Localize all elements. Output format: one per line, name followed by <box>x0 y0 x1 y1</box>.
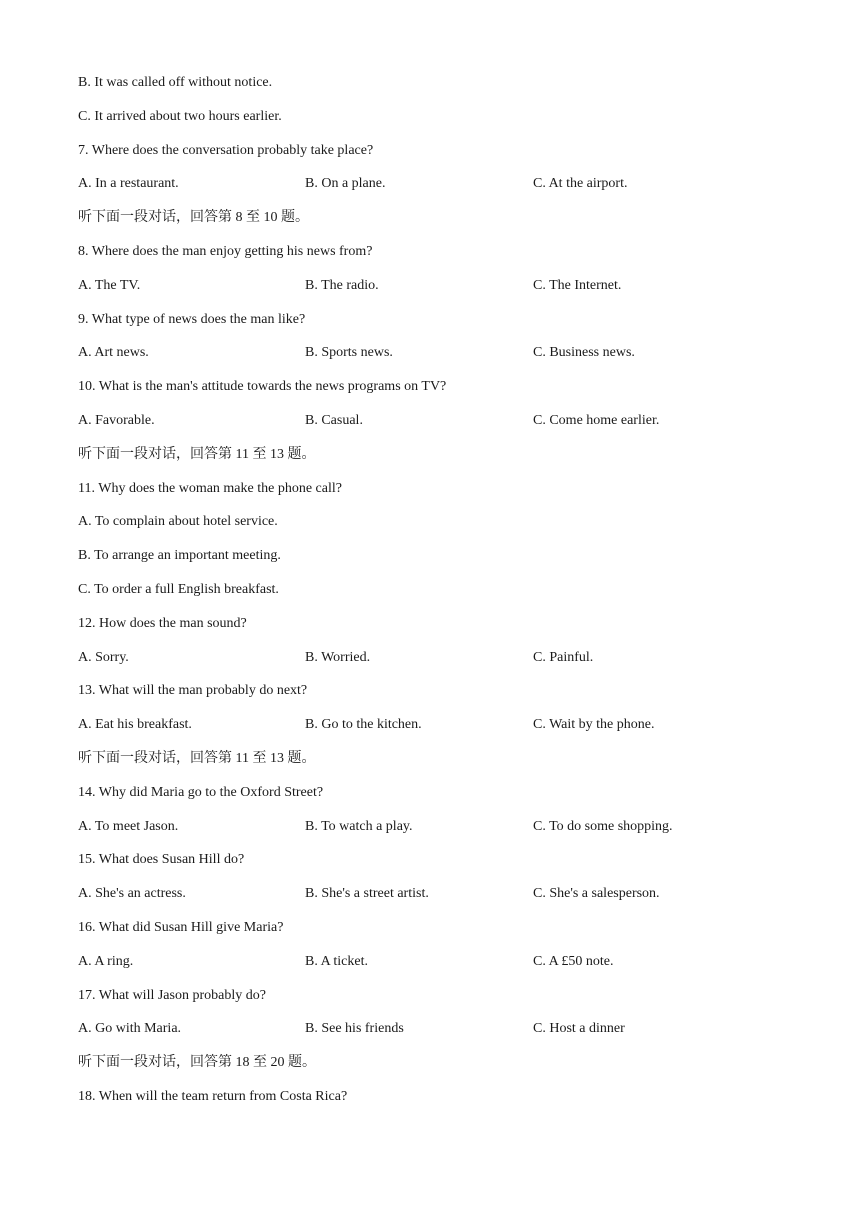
document-line: 12. How does the man sound? <box>78 616 247 631</box>
options-row <box>78 884 778 904</box>
options-row <box>78 411 778 431</box>
option-c: C. A £50 note. <box>533 954 614 969</box>
options-row <box>78 174 778 194</box>
option-c: C. Come home earlier. <box>533 413 660 428</box>
option-a: A. To meet Jason. <box>78 819 179 834</box>
document-line: C. It arrived about two hours earlier. <box>78 109 282 124</box>
document-line: 11. Why does the woman make the phone call? <box>78 481 342 496</box>
option-a: A. In a restaurant. <box>78 176 179 191</box>
document-line: 听下面一段对话，回答第 8 至 10 题。 <box>78 210 309 225</box>
option-b: B. She's a street artist. <box>305 886 429 901</box>
document-line: 听下面一段对话，回答第 11 至 13 题。 <box>78 751 316 766</box>
option-c: C. Host a dinner <box>533 1021 625 1036</box>
options-row <box>78 817 778 837</box>
option-c: C. Painful. <box>533 650 594 665</box>
option-a: A. She's an actress. <box>78 886 186 901</box>
document-line: 听下面一段对话，回答第 11 至 13 题。 <box>78 447 316 462</box>
option-c: C. At the airport. <box>533 176 628 191</box>
option-c: C. Business news. <box>533 345 635 360</box>
document-line: 10. What is the man's attitude towards the news programs on TV? <box>78 379 447 394</box>
document-line: 听下面一段对话，回答第 18 至 20 题。 <box>78 1055 316 1070</box>
option-a: A. Art news. <box>78 345 149 360</box>
document-line: 9. What type of news does the man like? <box>78 312 306 327</box>
option-c: C. She's a salesperson. <box>533 886 660 901</box>
option-b: B. Worried. <box>305 650 371 665</box>
option-a: A. The TV. <box>78 278 141 293</box>
option-b: B. The radio. <box>305 278 379 293</box>
document-line: 17. What will Jason probably do? <box>78 988 266 1003</box>
option-a: A. Go with Maria. <box>78 1021 182 1036</box>
document-line: 15. What does Susan Hill do? <box>78 852 245 867</box>
option-a: A. Eat his breakfast. <box>78 717 192 732</box>
document-line: B. To arrange an important meeting. <box>78 548 281 563</box>
document-line: C. To order a full English breakfast. <box>78 582 279 597</box>
option-b: B. Sports news. <box>305 345 393 360</box>
option-a: A. A ring. <box>78 954 134 969</box>
option-a: A. Sorry. <box>78 650 129 665</box>
option-b: B. To watch a play. <box>305 819 413 834</box>
options-row <box>78 276 778 296</box>
option-a: A. Favorable. <box>78 413 155 428</box>
document-line: A. To complain about hotel service. <box>78 514 278 529</box>
options-row <box>78 952 778 972</box>
options-row <box>78 715 778 735</box>
document-line: 13. What will the man probably do next? <box>78 683 308 698</box>
option-c: C. The Internet. <box>533 278 622 293</box>
option-c: C. To do some shopping. <box>533 819 673 834</box>
option-b: B. On a plane. <box>305 176 386 191</box>
option-b: B. Go to the kitchen. <box>305 717 422 732</box>
document-line: B. It was called off without notice. <box>78 75 273 90</box>
document-line: 18. When will the team return from Costa Rica? <box>78 1089 348 1104</box>
option-b: B. Casual. <box>305 413 363 428</box>
document-line: 14. Why did Maria go to the Oxford Street? <box>78 785 324 800</box>
options-row <box>78 343 778 363</box>
document-line: 8. Where does the man enjoy getting his news from? <box>78 244 373 259</box>
option-b: B. A ticket. <box>305 954 368 969</box>
options-row <box>78 648 778 668</box>
option-c: C. Wait by the phone. <box>533 717 655 732</box>
document-line: 7. Where does the conversation probably take place? <box>78 143 374 158</box>
option-b: B. See his friends <box>305 1021 404 1036</box>
options-row <box>78 1019 778 1039</box>
document-line: 16. What did Susan Hill give Maria? <box>78 920 284 935</box>
